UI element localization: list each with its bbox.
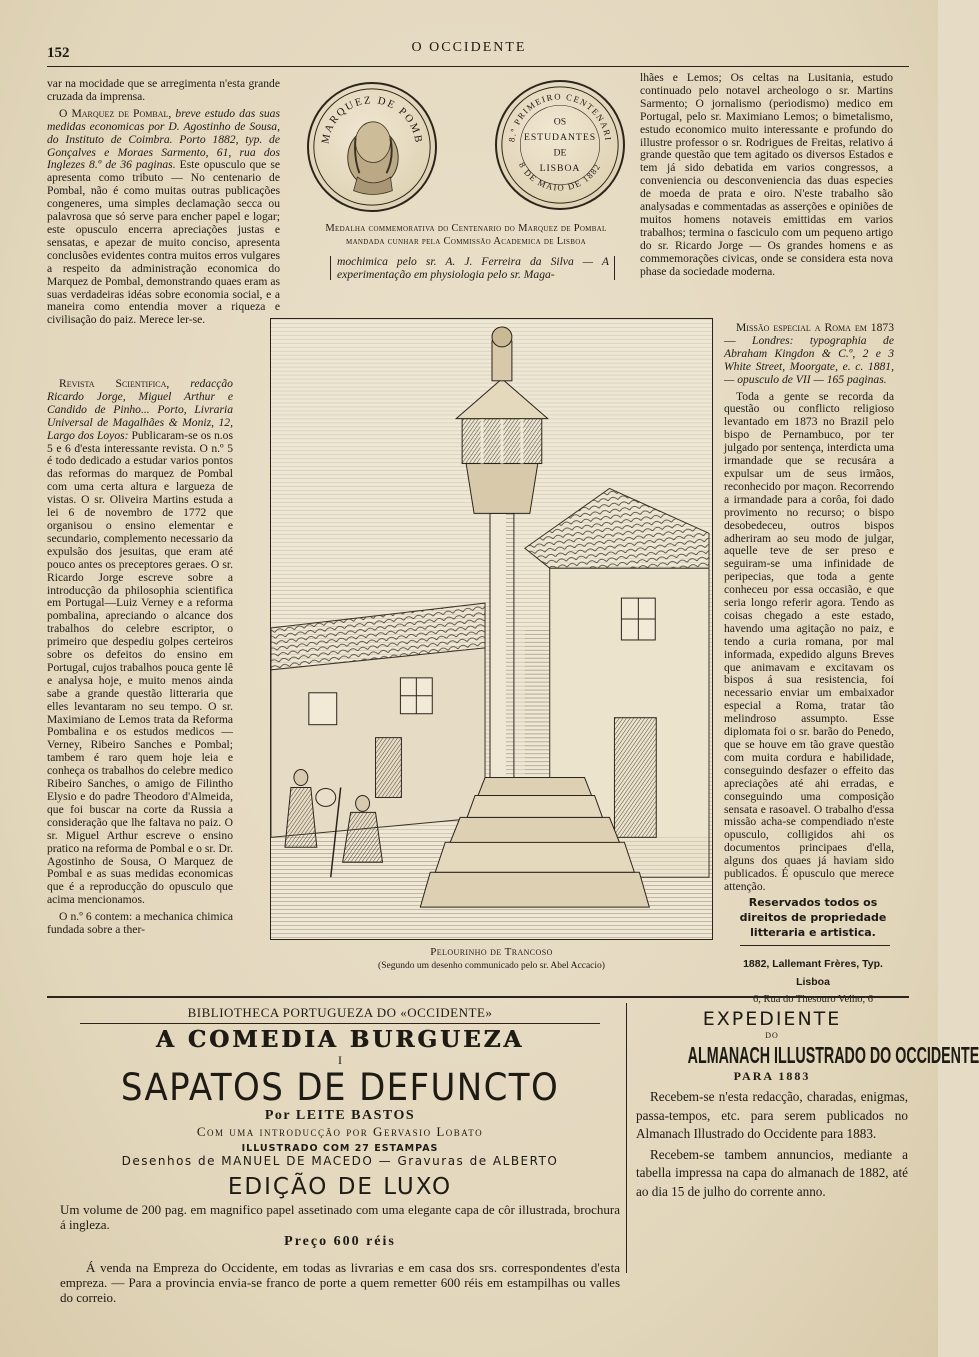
review-revista-body: Publicaram-se os n.os 5 e 6 d'esta interessante revista. O n.º 5 é todo dedicado a estudar varios pontos das reformas do marquez de Pombal com uma certa altura e largueza de vistas. O sr. Oliveira Martins estuda a lei 6 de novembro de 1772 que organisou o ensino elementar e secundario, complemento necessario da expulsão dos jesuitas, que eram até pouco antes os preceptores geraes. O sr. Ricardo Jorge escreve sobre a introducção da philosophia scientifica em Portugal—Luiz Verney e a reforma pombalina, apreciando o alcance dos trabalhos do celebre escriptor, o primeiro que despediu golpes certeiros sobre os defeitos do ensino em Portugal, cujos trabalhos pouca gente lê e analysa hoje, e muito menos ainda sabe a grande questão litteraria que elles levantaram no seu tempo. O sr. Maximiano de Lemos trata da Reforma Pombalina e os estudos medicos — Verney, Ribeiro Sanches e Pombal; tambem é raro quem hoje leia e conheça os trabalhos do celebre medico Ribeiro Sanches, o amigo de Filintho Elysio e do padre Theodoro d'Almeida, que foi buscar na corte da Russia a consideração que lhe faltava no paiz. O sr. Miguel Arthur escreve o ensino pratico na reforma de Pombal e o sr. Dr. Agostinho de Sousa, O Marquez de Pombal e as suas medidas economicas que é a reproducção do opusculo que acima mencionamos. xyxy=(47,428,233,907)
medal-2-center-4: LISBOA xyxy=(539,163,581,175)
ad-drawings-credit: Desenhos de MANUEL DE MACEDO — Gravuras de ALBERTO xyxy=(121,1154,559,1168)
ad-sale-info: Á venda na Empreza do Occidente, em todas as livrarias e em casa dos srs. correspondentes d'esta empreza. — Para a provincia envia-se franco de porte a quem remetter 600 réis em estampilhas ou valles do correio. xyxy=(60,1260,620,1305)
medal-portrait-icon xyxy=(309,84,435,210)
imprint-printer: 1882, Lallemant Frères, Typ. Lisboa xyxy=(743,958,883,988)
review-missao xyxy=(724,322,894,387)
medal-caption xyxy=(290,222,642,248)
middle-continuation-text xyxy=(337,256,609,282)
expediente-paragraph-2: Recebem-se tambem annuncios, mediante a tabella impressa na capa do almanach de 1882, até ao dia 15 de julho do corrente anno. xyxy=(636,1146,908,1199)
medal-2-center-3: DE xyxy=(553,147,567,159)
review-pombal-head: O Marquez de Pombal, xyxy=(59,106,172,120)
review-revista-head: Revista Scientifica, xyxy=(59,377,170,390)
review-pombal-title: breve estudo das suas medidas economicas por D. Agostinho de Sousa, do Instituto de Coimbra. Porto 1882, typ. de Gonçalves e Moraes Sarmento, 61, rua dos Inglezes 8.º de 36 paginas. xyxy=(47,106,280,172)
engraving-title: Pelourinho de Trancoso xyxy=(430,946,553,958)
ad-illustrated: ILLUSTRADO COM 27 ESTAMPAS xyxy=(241,1143,439,1154)
review-pombal-body: Este opusculo que se apresenta como tributo — No centenario de Pombal, não é como muitas outras publicações congeneres, uma simples declamação secca ou palavrosa que só serve para encher papel e logar; este opusculo encerra apreciações justas e sensatas, e apezar de muito conciso, apresenta conclusões evidentes contra muitos erros vulgares a respeito da administração economica do Marquez de Pombal, demonstrando quaes eram as suas verdadeiras idéas sobre economia social, e a maneira como entendia mover a riqueza e civilisação do paiz. Merece ler-se. xyxy=(47,158,281,327)
expediente-notice xyxy=(636,1008,979,1203)
medal-pombal-portrait xyxy=(307,82,437,212)
left-paragraph-3: O n.º 6 contem: a mechanica chimica fundada sobre a ther- xyxy=(47,910,233,937)
middle-continuation-line: mochimica pelo sr. A. J. Ferreira da Silva — A experimentação em physiologia pelo sr. Maga- xyxy=(337,255,609,281)
medal-2-legend-bottom: 8 DE MAIO DE 1882 xyxy=(516,160,603,193)
review-revista xyxy=(47,378,233,907)
medal-students xyxy=(495,80,625,210)
right-column-top xyxy=(640,72,893,283)
pillory-illustration-icon xyxy=(271,319,712,939)
review-missao-body: Toda a gente se recorda da questão ou conflicto religioso levantado em 1873 no Brazil pelo bispo de Pernambuco, por ter julgado por sentença, interdicta uma irmandade que se recusára a expulsar um de seus irmãos, reconhecido por maçon. Recorrendo a irmandade para a corôa, foi dado provimento no recurso; o bispo desobedeceu, outros bispos adheriram ao seu modo de julgar, aquelle teve de ser preso e seguiram-se uma infinidade de peripecias, que toda a gente conheceu por essa occasião, e que seria longo referir agora. Tendo as coisas chegado a este estado, havendo uma agitação no paiz, e tendo a curia romana, por mal informada, expedido alguns Breves que animavam e excitavam os bispos á sua resistencia, foi necessario enviar um embaixador especial a Roma, tratar tão melindroso assumpto. Esse diplomata foi o sr. barão do Penedo, que se houve em tão grave questão com muita cordura e habilidade, conseguindo desfazer o effeito das apreciações até ahi erradas, e conseguindo uma composição sensata e rasoavel. O trabalho d'essa missão acha-se compendiado n'este opusculo, colligidos ahi os documentos principaes d'ella, alguns dos quaes já haviam sido publicados. É opusculo que merece attenção. xyxy=(724,389,894,893)
ad-rule xyxy=(80,1023,600,1024)
engraving-subtitle: (Segundo um desenho communicado pelo sr. Abel Accacio) xyxy=(378,961,605,971)
column-divider xyxy=(330,256,331,280)
left-column-top xyxy=(47,78,280,331)
rights-notice: Reservados todos os direitos de propriedade litteraria e artistica. xyxy=(739,896,887,939)
expediente-do: DO xyxy=(765,1031,779,1040)
right-top-text: lhães e Lemos; Os celtas na Lusitania, estudo continuado pelo notavel archeologo o sr. Martins Sarmento; O jornalismo (periodismo) medico em Portugal, pelo sr. Maximiano Lemos; o bimetalismo, estudo economico muito interessante e profundo do illustre professor o sr. Rodrigues de Freitas, relativo á grande questão que tem agitado os diversos Estados e tem já sido debatida em varios congressos, a conveniencia ou desconveniencia das duas especies de moeda de prata e oiro. N'este trabalho são analysadas e commentadas as asserções e opiniões de muitos homens notaveis emittidas em varios trabalhos; termina o fasciculo com um pequeno artigo do sr. Ricardo Jorge — Os grandes homens e as commemorações civicas, onde se considera esta nova phase da sociedade moderna. xyxy=(640,71,893,278)
medal-2-center-2: ESTUDANTES xyxy=(523,132,597,144)
expediente-almanac-title: ALMANACH ILLUSTRADO DO OCCIDENTE xyxy=(687,1042,979,1068)
medal-2-legend-top: 8.º PRIMEIRO CENTENARI xyxy=(506,91,614,143)
ad-introduction: Com uma introducção por Gervasio Lobato xyxy=(196,1124,484,1139)
review-missao-head: Missão especial a Roma em 1873 — xyxy=(724,321,894,347)
medal-caption-line-1: Medalha commemorativa do Centenario do Marquez de Pombal xyxy=(325,223,607,234)
medal-2-center-1: OS xyxy=(553,116,567,128)
ad-edition: EDIÇÃO DE LUXO xyxy=(227,1174,453,1200)
section-separator xyxy=(47,996,909,998)
ad-price: Preço 600 réis xyxy=(284,1234,396,1249)
ad-series-title: A COMEDIA BURGUEZA xyxy=(155,1026,525,1053)
page-number: 152 xyxy=(47,45,70,61)
right-column xyxy=(724,322,894,898)
pelourinho-engraving xyxy=(270,318,713,940)
ad-volume-number: I xyxy=(338,1053,342,1067)
imprint-rule xyxy=(740,945,890,946)
expediente-title: EXPEDIENTE xyxy=(702,1008,842,1030)
imprint-address: 6, Rua do Thesouro Velho, 6 xyxy=(752,994,874,1005)
engraving-caption xyxy=(270,945,713,973)
book-advertisement xyxy=(60,1005,620,1305)
ad-book-title: SAPATOS DE DEFUNCTO xyxy=(120,1066,560,1109)
medal-caption-line-2: mandada cunhar pela Commissão Academica de Lisboa xyxy=(346,236,586,247)
expediente-body xyxy=(636,1088,908,1201)
review-revista-title: redacção Ricardo Jorge, Miguel Arthur e Candido de Pinho... Porto, Livraria Universal de Magalhães & Moniz, 12, Largo dos Loyos: xyxy=(47,377,233,442)
header-rule xyxy=(47,66,909,67)
bottom-column-divider xyxy=(626,1003,627,1273)
ad-description: Um volume de 200 pag. em magnifico papel assetinado com uma elegante capa de côr illustrada, brochura á ingleza. xyxy=(60,1202,620,1232)
expediente-paragraph-1: Recebem-se n'esta redacção, charadas, enigmas, passa-tempos, etc. para serem publicados no Almanach Illustrado do Occidente para 1883. xyxy=(636,1089,908,1141)
ad-author: Por LEITE BASTOS xyxy=(264,1108,416,1123)
imprint xyxy=(728,955,898,1009)
journal-title: O OCCIDENTE xyxy=(411,40,527,55)
medal-1-legend: MARQUEZ DE POMB xyxy=(320,95,424,145)
left-paragraph-0: var na mocidade que se arregimenta n'esta grande cruzada da imprensa. xyxy=(47,77,280,103)
review-missao-title: Londres: typographia de Abraham Kingdon & C.º, 2 e 3 White Street, Moorgate, e. c. 1881, — opusculo de VII — 165 paginas. xyxy=(724,333,894,386)
review-pombal xyxy=(47,108,280,327)
left-column-lower xyxy=(47,378,233,941)
column-divider xyxy=(614,256,615,280)
ad-library-name: BIBLIOTHECA PORTUGUEZA DO «OCCIDENTE» xyxy=(187,1005,493,1020)
expediente-year: PARA 1883 xyxy=(733,1069,811,1083)
medal-inscription-icon xyxy=(497,82,623,208)
